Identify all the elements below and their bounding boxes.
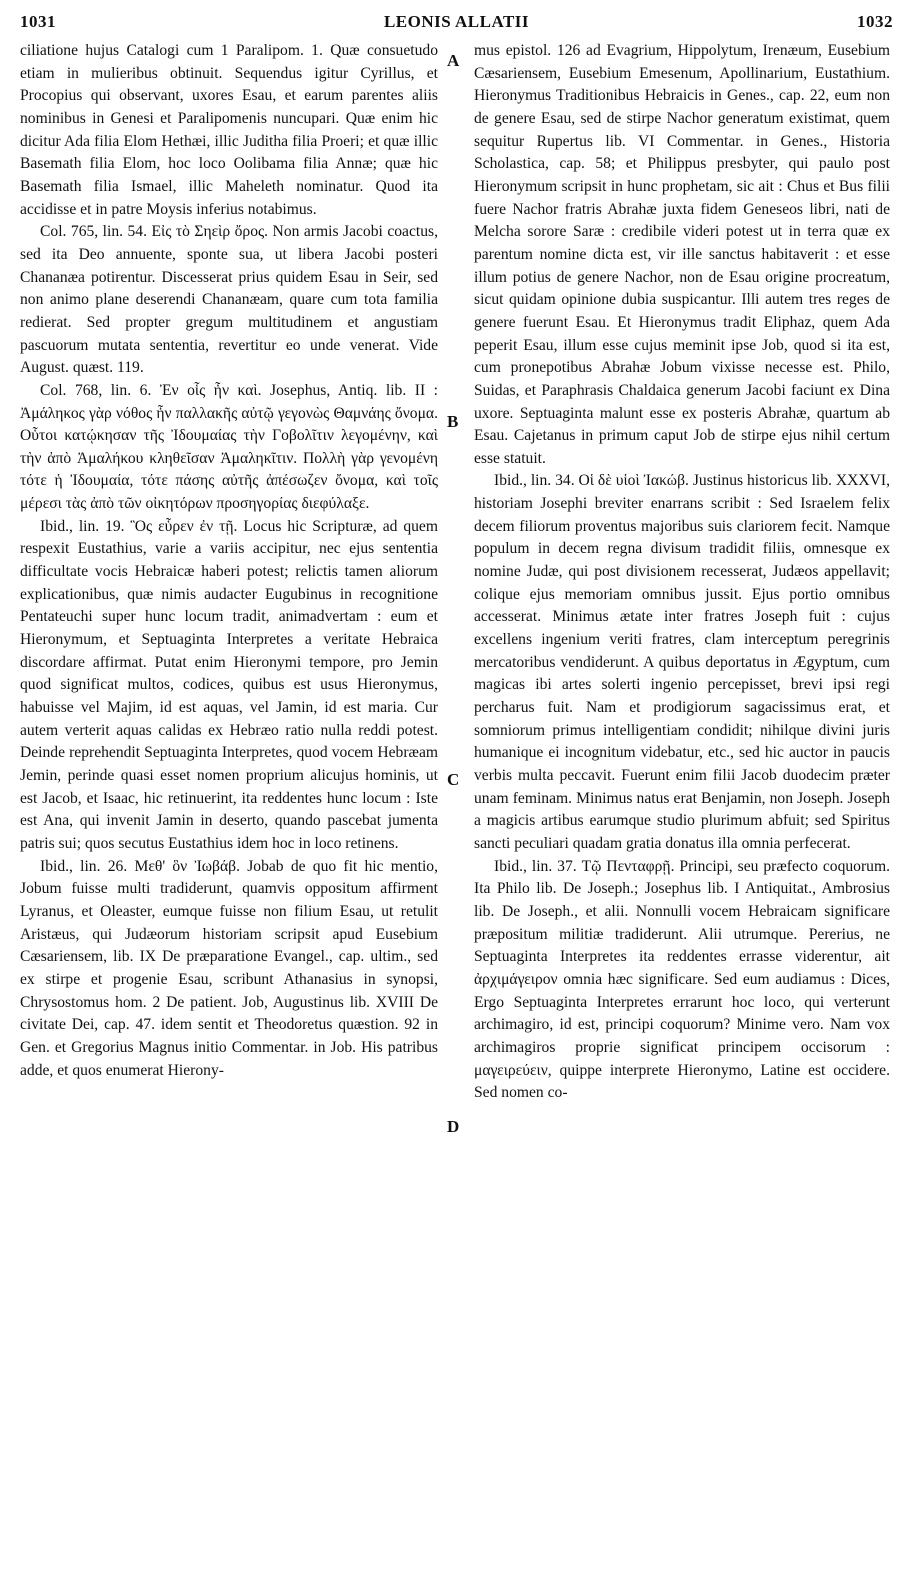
paragraph: Ibid., lin. 26. Μεθ' ὃν Ἰωβάβ. Jobab de quo fit hic mentio, Jobum fuisse multi tradiderunt, quamvis oppositum affirment Lyranus, et Oleaster, eumque fuisse non filium Esau, ut retulit Aristæus, qui Judæorum historiam scripsit apud Eusebium Cæsariensem, lib. IX De præparatione Evangel., cap. ultim., sed ex stirpe et progenie Esau, scribunt Athanasius in synopsi, Chrysostomus hom. 2 De patient. Job, Augustinus lib. XVIII De civitate Dei, cap. 47. idem sentit et Theodoretus quæstion. 92 in Gen. et Gregorius Magnus initio Commentar. in Job. His patribus adde, et quos enumerat Hierony- (20, 857, 438, 1079)
page-number-left: 1031 (20, 12, 56, 31)
left-column (20, 40, 438, 1082)
margin-marker-b: B (447, 412, 459, 431)
page-number-right: 1032 (857, 12, 893, 31)
page-header (14, 8, 899, 42)
paragraph: ciliatione hujus Catalogi cum 1 Paralipom. 1. Quæ consuetudo etiam in mulieribus obtinuit. Sequendus igitur Cyrillus, et Procopius qui observant, uxores Esau, et earum parentes aliis nominibus in Genesi et Paralipomenis nuncupari. Quæ enim hic dicitur Ada filia Elom Hethæi, illic Juditha filia Proeri; et quæ illic Basemath filia Elom, hoc loco Oolibama filia Annæ; quæ hic Basemath filia Ismael, illic Maheleth nominatur. Quod ita accidisse et in patre Moysis inferius notabimus. (20, 42, 438, 218)
margin-marker-a: A (447, 51, 460, 70)
paragraph: Col. 768, lin. 6. Ἐν οἷς ἦν καὶ. Josephus, Antiq. lib. II : Ἀμάληκος γὰρ νόθος ἦν παλλακῆς αὐτῷ γεγονὼς Θαμνάης ὄνομα. Οὗτοι κατῴκησαν τῆς Ἰδουμαίας τὴν Γοβολῖτιν λεγομένην, καὶ τὴν ἀπὸ Ἀμαλήκου κληθεῖσαν Ἀμαληκῖτιν. Πολλὴ γὰρ γενομένη τότε ἡ Ἰδουμαία, τότε πάσης αὐτῆς ἀπέσωζεν ὄνομα, καὶ τοῖς μέρεσι τὰς ἀπὸ τῶν οἰκητόρων προσηγορίας διεφύλαξε. (20, 381, 438, 513)
paragraph: Col. 765, lin. 54. Εἰς τὸ Σηεὶρ ὄρος. Non armis Jacobi coactus, sed ita Deo annuente, sponte sua, ut libera Jacobi posteri Chananæa potirentur. Discesserat prius quidem Esau in Seir, sed non animo plane deserendi Chananæam, quare cum tota familia redierat. Sed propter gregum multitudinem et angustiam pascuorum mutata sententia, revertitur eo unde venerat. Vide August. quæst. 119. (20, 223, 438, 377)
paragraph: mus epistol. 126 ad Evagrium, Hippolytum, Irenæum, Eusebium Cæsariensem, Eusebium Emesenum, Apollinarium, Eustathium. Hieronymus Traditionibus Hebraicis in Genes., cap. 22, eum non de genere Esau, sed de stirpe Nachor generatum existimat, quem sequitur Rupertus lib. VI Commentar. in Genes., Historia Scholastica, cap. 58; et Philippus presbyter, qui paulo post Hieronymum scripsit in hunc prophetam, sic ait : Chus et Bus filii fuere Nachor fratris Abrahæ juxta fidem Geneseos libri, nati de Melcha sorore Saræ : credibile videri potest ut in terra quæ ex parentum nomine dicta est, vir ille sanctus habitaverit : et esse illum potius de genere Nachor, non de Esau origine procreatum, sicut quidam opinione dubia suspicantur. Illi autem tres reges de genere fuerunt Esau. Et Hieronymus tradit Eliphaz, quem Ada peperit Esau, illum esse cujus meminit ipse Job, quod si ita est, cum pronepotibus Abrahæ Jobum vixisse necesse est. Philo, Suidas, et Paraphrasis Chaldaica generum Jacobi faciunt ex Dina uxore. Septuaginta malunt esse ex posteris Abrahæ, quartum ab Esau. Cajetanus in primum caput Job de stirpe ejus nihil certum esse statuit. (474, 42, 890, 467)
paragraph: Ibid., lin. 34. Οἱ δὲ υἱοὶ Ἰακώβ. Justinus historicus lib. XXXVI, historiam Josephi breviter enarrans scribit : Sed Israelem felix decem filiorum proventus majoribus suis clariorem fecit. Namque populum in decem regna divisum tradidit filiis, omnesque ex nomine Judæ, qui post divisionem recesserat, Judæos appellavit; colique ejus memoriam omnibus jussit. Ejus portio omnibus accesserat. Minimus ætate inter fratres Joseph fuit : cujus excellens ingenium veriti fratres, clam interceptum peregrinis mercatoribus vendiderunt. A quibus deportatus in Ægyptum, cum magicas ibi artes solerti ingenio percepisset, brevi ipsi regi percharus fuit. Nam et prodigiorum sagacissimus erat, et somniorum primus intelligentiam condidit; nihilque divini juris humanique ei incognitum videbatur, etc., sed hic auctor in paucis verbis multa peccavit. Fuerunt enim filii Jacob duodecim præter unam feminam. Minimus natus erat Benjamin, non Joseph. Joseph a magicis artibus earumque studio plurimum abfuit; sed Spiritus sancti peculiari quadam gratia donatus illa omnia perfecerat. (474, 472, 890, 852)
paragraph: Ibid., lin. 19. Ὃς εὗρεν ἐν τῇ. Locus hic Scripturæ, ad quem respexit Eustathius, varie a variis accipitur, nec ejus sententia difficultate vocis Hebraicæ haberi potest; relictis tamen aliorum explicationibus, quæ nimis audacter Eugubinus in recognitione Pentateuchi super hunc locum tradit, animadvertam : eum et Hieronymum, et Septuaginta Interpretes a veritate Hebraica discordare affirmat. Putat enim Hieronymi tempore, pro Jemin quod significat multos, codices, quibus est usus Hieronymus, habuisse vel Majim, id est aquas, vel Jamin, id est maria. Cur autem verterit aquas calidas ex Hebræo ratio nulla reddi potest. Deinde reprehendit Septuaginta Interpretes, quod vocem Hebræam Jemin, perinde quasi esset nomen proprium alicujus hominis, ut est Jacob, et Isaac, hic retinuerint, ita reddentes hunc locum : Iste est Ana, qui invenit Jamin in deserto, quando pascebat jumenta patris sui; quos secutus Eustathius idem hoc in loco retinens. (20, 517, 438, 852)
paragraph: Ibid., lin. 37. Τῷ Πενταφρῇ. Principi, seu præfecto coquorum. Ita Philo lib. De Joseph.; Josephus lib. I Antiquitat., Ambrosius lib. De Joseph., et alii. Nonnulli vocem Hebraicam significare præpositum militiæ tradiderunt. Alii utrumque. Pererius, ne Septuaginta Interpretes ita reddentes errasse viderentur, ait ἀρχιμάγειρον omnia hæc significare. Sed eum audiamus : Dices, Ergo Septuaginta Interpretes errarunt hoc loco, qui verterunt archimagiro, id est, principi coquorum? Minime vero. Nam vox archimagiros proprie significat principem occisorum : μαγειρεύειν, quippe interprete Hieronymo, Latine est occidere. Sed nomen co- (474, 857, 890, 1102)
running-title: LEONIS ALLATII (383, 12, 530, 31)
margin-marker-d: D (447, 1117, 460, 1136)
right-column (474, 40, 890, 1105)
margin-marker-c: C (447, 770, 460, 789)
